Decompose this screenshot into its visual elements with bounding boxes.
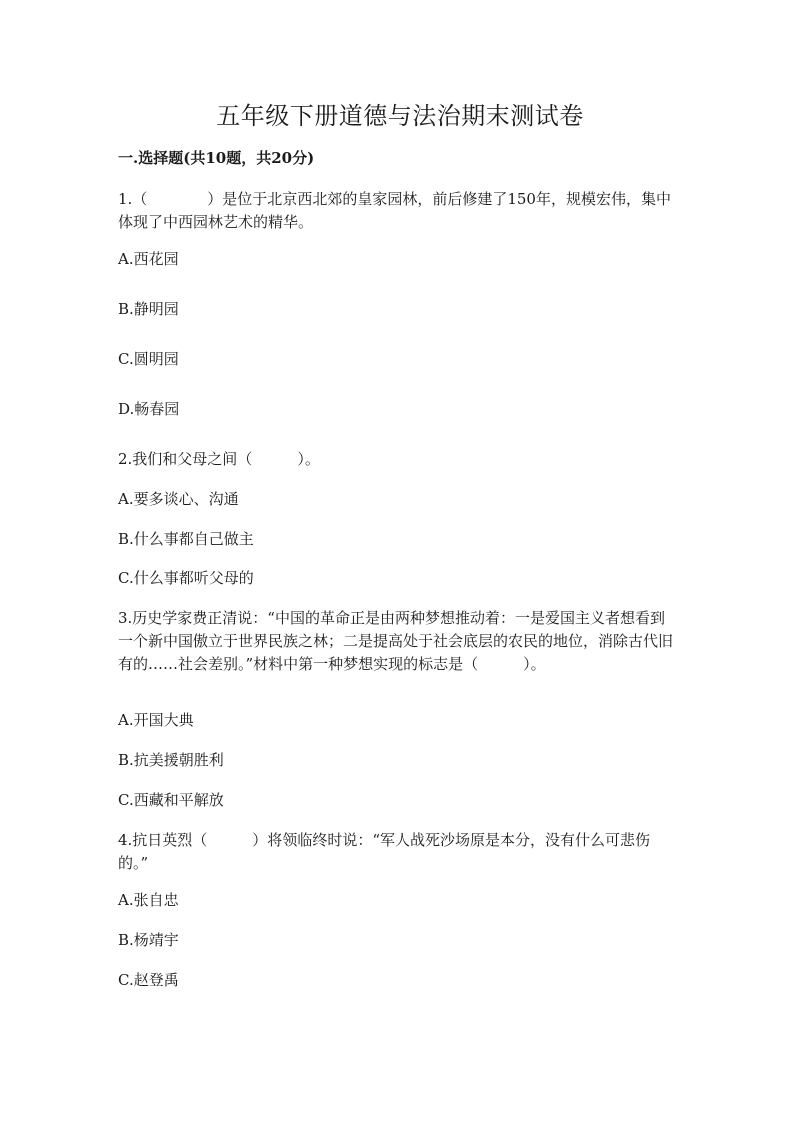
question-1-option-d: D.畅春园 — [118, 400, 180, 418]
question-1-option-a: A.西花园 — [118, 250, 179, 268]
question-4-option-c: C.赵登禹 — [118, 971, 179, 989]
question-2-option-c: C.什么事都听父母的 — [118, 569, 254, 587]
question-1-option-b: B.静明园 — [118, 300, 179, 318]
question-4-stem: 4.抗日英烈（ ）将领临终时说：“军人战死沙场原是本分，没有什么可悲伤的。” — [118, 831, 650, 872]
question-3-stem: 3.历史学家费正清说：“中国的革命正是由两种梦想推动着：一是爱国主义者想看到一个新中国傲立于世界民族之林；二是提高处于社会底层的农民的地位，消除古代旧有的……社会差别。”材料中第一种梦想实现的标志是（ ）。 — [118, 609, 674, 673]
section-heading: 一.选择题(共10题，共20分) — [118, 149, 315, 167]
question-2-option-b: B.什么事都自己做主 — [118, 530, 254, 548]
question-2-stem: 2.我们和父母之间（ ）。 — [118, 450, 320, 468]
question-3-option-c: C.西藏和平解放 — [118, 791, 224, 809]
question-1-option-c: C.圆明园 — [118, 350, 179, 368]
page-title: 五年级下册道德与法治期末测试卷 — [216, 102, 584, 130]
question-1-stem: 1.（ ）是位于北京西北郊的皇家园林，前后修建了150年，规模宏伟，集中体现了中西园林艺术的精华。 — [118, 190, 671, 231]
question-3-option-b: B.抗美援朝胜利 — [118, 751, 224, 769]
question-2-option-a: A.要多谈心、沟通 — [118, 490, 239, 508]
question-3-option-a: A.开国大典 — [118, 711, 194, 729]
question-4-option-b: B.杨靖宇 — [118, 931, 179, 949]
question-4-option-a: A.张自忠 — [118, 891, 179, 909]
